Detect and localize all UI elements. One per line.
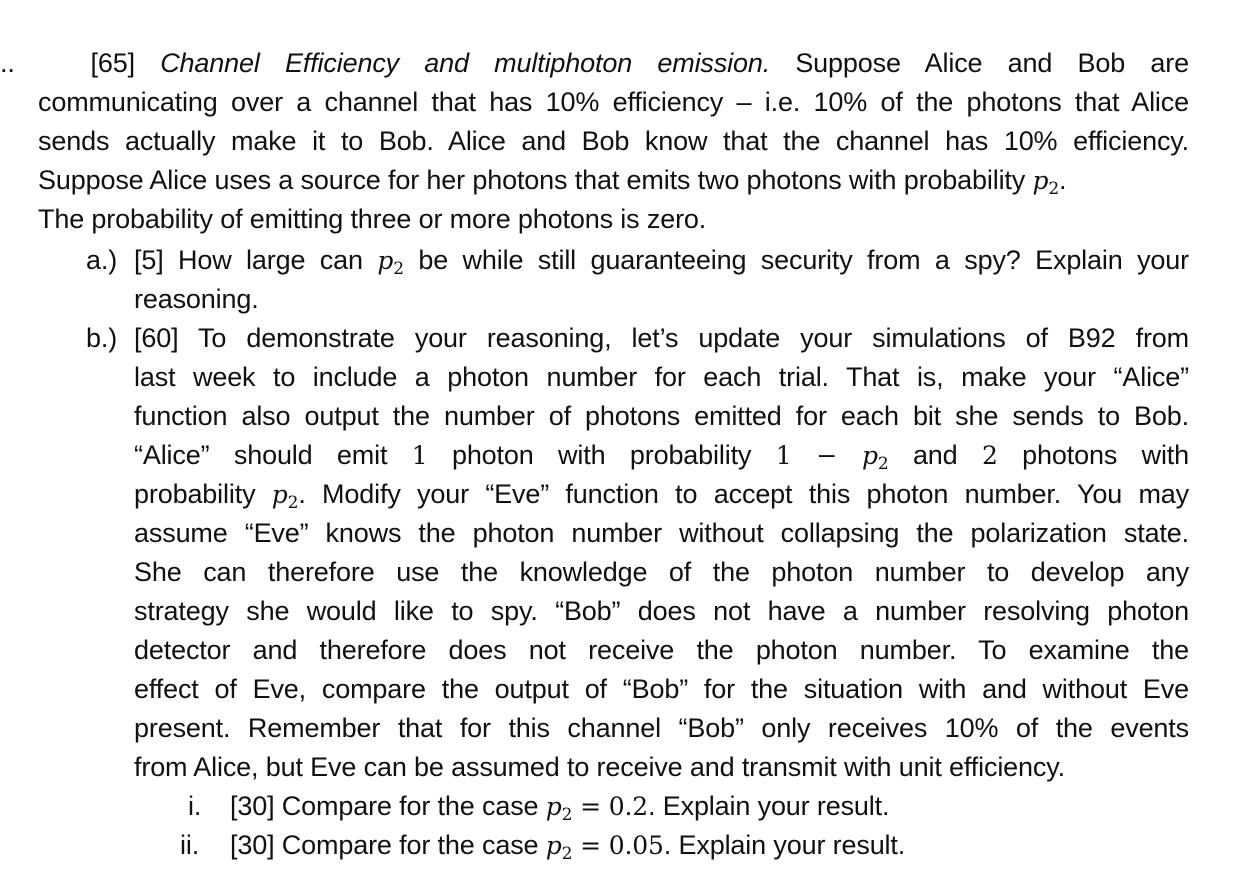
part-b-line-4-a: “Alice” should emit: [134, 440, 388, 470]
math-eq: =: [572, 831, 609, 860]
sub-ii-label: [180, 826, 199, 864]
math-p: p: [1032, 166, 1049, 195]
math-p: p: [271, 480, 288, 509]
math-value-i: 0.2: [608, 792, 649, 821]
math-sub: 2: [561, 844, 573, 864]
part-a-line-2: [134, 280, 259, 318]
part-b-line-4-c: and: [912, 440, 958, 470]
part-b-label: [86, 319, 117, 357]
part-b-line-6: [134, 514, 1189, 552]
math-eq: =: [572, 792, 609, 821]
part-a-label-text: a.): [86, 245, 118, 275]
intro-line-1-rest: Suppose Alice and Bob are: [795, 48, 1189, 78]
intro-line-4: [38, 161, 1189, 199]
part-a-line-2-text: reasoning.: [134, 284, 259, 314]
math-p: p: [861, 441, 878, 470]
part-b-line-1-text: [60] To demonstrate your reasoning, let’s update your simulations of B92 from: [134, 323, 1189, 353]
part-b-line-5-b: . Modify your “Eve” function to accept this photon number. You may: [298, 479, 1190, 509]
part-b-line-12-text: from Alice, but Eve can be assumed to receive and transmit with unit efficiency.: [134, 752, 1065, 782]
math-one: 1: [411, 441, 428, 470]
math-period: .: [1059, 165, 1067, 195]
math-sub: 2: [1048, 179, 1060, 199]
math-one-minus-p2: [775, 441, 889, 474]
math-p2: [1032, 166, 1060, 199]
sub-i-label: [188, 787, 201, 825]
part-b-line-4-d: photons with: [1022, 440, 1190, 470]
intro-line-4-text: Suppose Alice uses a source for her photons that emits two photons with probability: [38, 165, 1026, 195]
part-b-line-4: [134, 436, 1189, 474]
part-b-line-10-text: effect of Eve, compare the output of “Bob” for the situation with and without Eve: [134, 674, 1189, 704]
part-b-line-5: [134, 475, 1189, 513]
math-p: p: [545, 792, 562, 821]
part-a-line-1: [134, 241, 1189, 279]
part-b-line-2-text: last week to include a photon number for each trial. That is, make your “Alice”: [134, 362, 1189, 392]
part-b-line-5-a: probability: [134, 479, 256, 509]
part-b-line-12: [134, 748, 1065, 786]
math-sub: 2: [287, 493, 299, 513]
part-b-line-11-text: present. Remember that for this channel “Bob” only receives 10% of the events: [134, 713, 1189, 743]
part-b-line-4-b: photon with probability: [451, 440, 752, 470]
math-sub: 2: [877, 454, 889, 474]
math-p2-eq-0-05: [545, 831, 664, 864]
part-b-line-9-text: detector and therefore does not receive the photon number. To examine the: [134, 635, 1189, 665]
sub-ii-line: [230, 826, 905, 864]
sub-i-line: [230, 787, 889, 825]
problem-points: [65]: [90, 48, 135, 78]
sub-i-points: [30] Compare for the case: [230, 791, 539, 821]
part-a-line-1-start: [5] How large can: [134, 245, 363, 275]
part-b-line-2: [134, 358, 1189, 396]
part-b-line-10: [134, 670, 1189, 708]
intro-line-5: [38, 200, 706, 238]
math-p2: [377, 246, 404, 279]
math-sub: 2: [393, 259, 404, 279]
math-p2-eq-0-2: [545, 792, 649, 825]
part-b-line-6-text: assume “Eve” knows the photon number without collapsing the polarization state.: [134, 518, 1189, 548]
part-b-line-11: [134, 709, 1189, 747]
math-two: 2: [981, 441, 998, 470]
part-a-line-1-end: be while still guaranteeing security from a spy? Explain your: [418, 245, 1189, 275]
part-b-line-7-text: She can therefore use the knowledge of the photon number to develop any: [134, 557, 1189, 587]
intro-line-3-text: sends actually make it to Bob. Alice and Bob know that the channel has 10% efficiency.: [38, 126, 1189, 156]
part-b-line-8-text: strategy she would like to spy. “Bob” does not have a number resolving photon: [134, 596, 1189, 626]
part-b-line-3-text: function also output the number of photons emitted for each bit she sends to Bob.: [134, 401, 1189, 431]
part-b-line-1: [134, 319, 1189, 357]
math-sub: 2: [561, 805, 573, 825]
part-b-line-7: [134, 553, 1189, 591]
intro-line-2: [38, 83, 1189, 121]
intro-line-5-text: The probability of emitting three or more photons is zero.: [38, 204, 707, 234]
math-p2: [271, 480, 299, 513]
sub-ii-label-text: ii.: [180, 830, 200, 860]
problem-title: Channel Efficiency and multiphoton emission.: [160, 48, 771, 78]
sub-i-label-text: i.: [188, 791, 202, 821]
problem-number-prefix: ..: [0, 48, 15, 78]
part-a-label: [86, 241, 117, 279]
math-value-ii: 0.05: [608, 831, 664, 860]
math-p: p: [377, 246, 394, 275]
intro-line-1: [0, 44, 1189, 82]
intro-line-3: [38, 122, 1189, 160]
part-b-line-9: [134, 631, 1189, 669]
part-b-label-text: b.): [86, 323, 118, 353]
sub-ii-points: [30] Compare for the case: [230, 830, 539, 860]
math-p: p: [545, 831, 562, 860]
math-one-minus: 1 −: [775, 441, 862, 470]
sub-i-end: . Explain your result.: [648, 791, 890, 821]
part-b-line-8: [134, 592, 1189, 630]
intro-line-2-text: communicating over a channel that has 10% efficiency – i.e. 10% of the photons that Alice: [38, 87, 1189, 117]
part-b-line-3: [134, 397, 1189, 435]
sub-ii-end: . Explain your result.: [663, 830, 906, 860]
